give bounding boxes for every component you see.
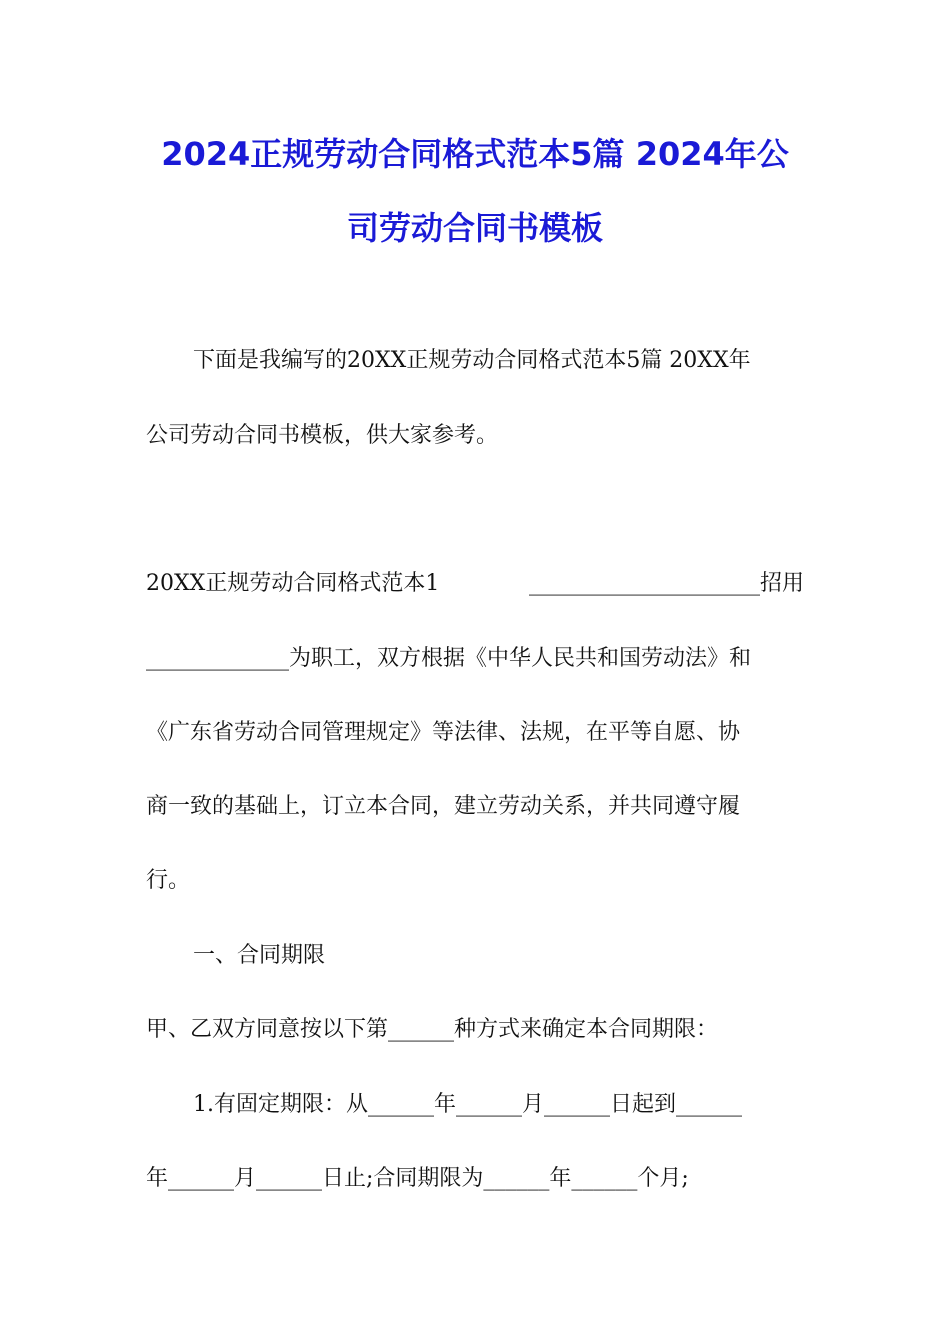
section-1-paragraph-line-3: 《广东省劳动合同管理规定》等法律、法规，在平等自愿、协 [146,720,741,745]
clause-1-heading: 一、合同期限 [193,943,326,968]
intro-paragraph-line-2: 公司劳动合同书模板，供大家参考。 [146,423,499,448]
clause-1-item-1-line-2: 年______月______日止;合同期限为______年______个月; [146,1166,689,1191]
employer-blank-field: _____________________招用 [528,571,804,596]
section-1-heading: 20XX正规劳动合同格式范本1 [146,571,440,596]
section-1-paragraph-line-2: _____________为职工，双方根据《中华人民共和国劳动法》和 [146,646,752,671]
clause-1-item-1-line-1: 1.有固定期限：从______年______月______日起到______ [193,1092,742,1117]
clause-1-intro: 甲、乙双方同意按以下第______种方式来确定本合同期限： [146,1017,719,1042]
intro-paragraph-line-1: 下面是我编写的20XX正规劳动合同格式范本5篇 20XX年 [193,348,751,373]
document-title-line-2: 司劳动合同书模板 [346,209,603,247]
section-1-paragraph-line-5: 行。 [146,868,191,893]
section-1-paragraph-line-4: 商一致的基础上，订立本合同，建立劳动关系，并共同遵守履 [146,794,741,819]
document-title-line-1: 2024正规劳动合同格式范本5篇 2024年公 [161,135,789,173]
